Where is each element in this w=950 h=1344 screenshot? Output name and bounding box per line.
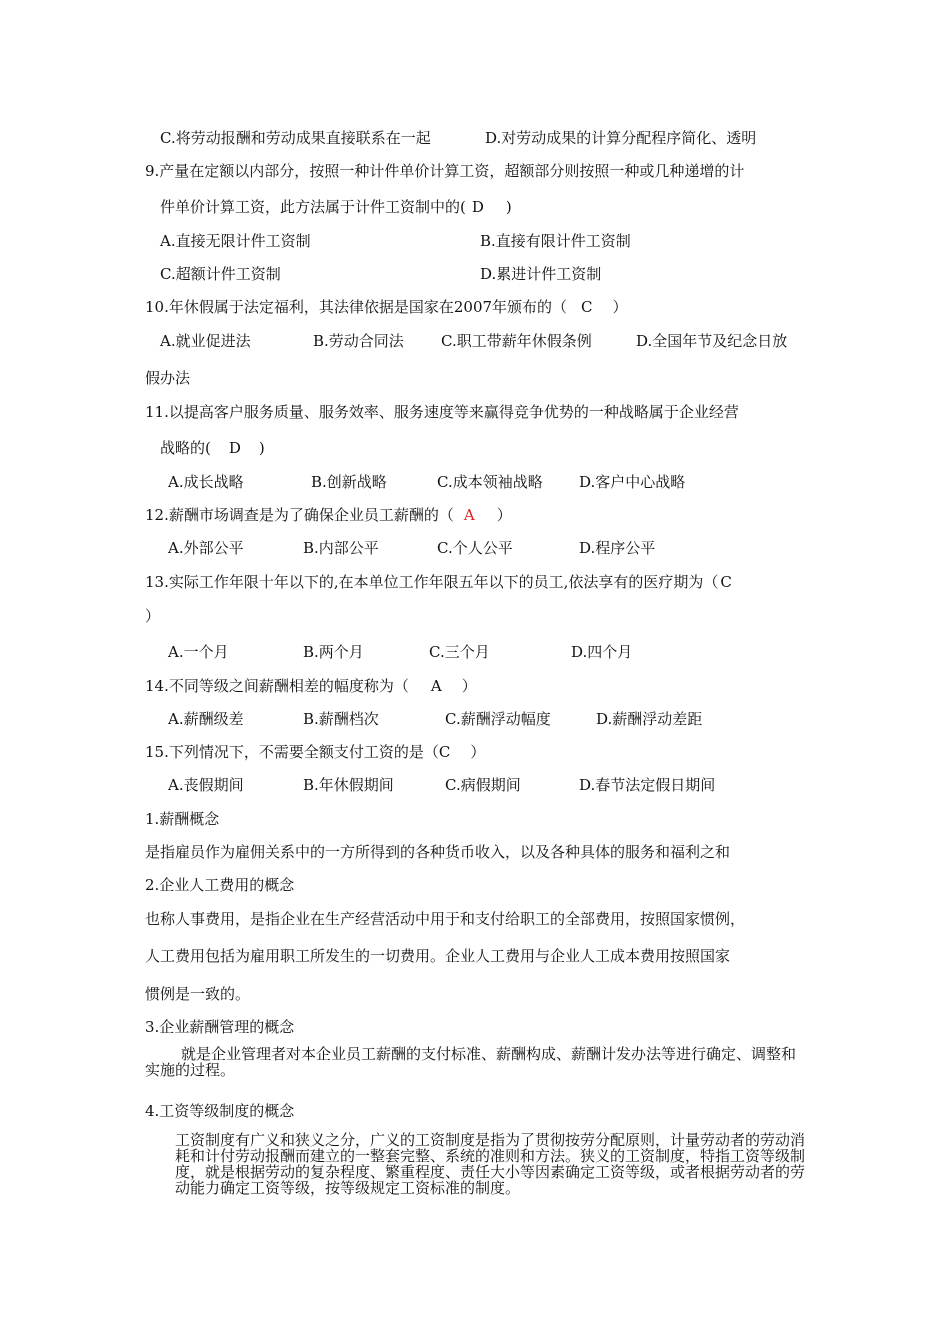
q10-option-d: D.全国年节及纪念日放 (636, 332, 788, 350)
q13-stem (145, 573, 732, 591)
q11-option-a: A.成长战略 (168, 473, 244, 491)
concept2-body-line2: 人工费用包括为雇用职工所发生的一切费用。企业人工费用与企业人工成本费用按照国家 (145, 947, 731, 965)
concept1-title: 1.薪酬概念 (145, 810, 220, 828)
q10-close: ） (612, 298, 628, 316)
concept4-title: 4.工资等级制度的概念 (145, 1102, 295, 1120)
concept2-body-line3: 惯例是一致的。 (145, 985, 251, 1003)
q14-option-d: D.薪酬浮动差距 (596, 710, 703, 728)
q10-stem (145, 298, 628, 316)
q11-option-d: D.客户中心战略 (579, 473, 686, 491)
q12-answer: A (463, 506, 475, 524)
q12-close: ） (496, 506, 512, 524)
q15-option-d: D.春节法定假日期间 (579, 776, 716, 794)
q15-stem (145, 743, 485, 761)
q14-option-a: A.薪酬级差 (168, 710, 244, 728)
q13-option-b: B.两个月 (303, 643, 364, 661)
q10-option-b: B.劳动合同法 (313, 332, 404, 350)
q15-option-b: B.年休假期间 (303, 776, 394, 794)
q8-option-c: C.将劳动报酬和劳动成果直接联系在一起 (160, 129, 431, 147)
concept2-body-line1: 也称人事费用，是指企业在生产经营活动中用于和支付给职工的全部费用，按照国家惯例， (145, 910, 746, 928)
q10-option-d-continued: 假办法 (145, 369, 191, 387)
q12-option-c: C.个人公平 (437, 539, 513, 557)
q14-stem (145, 677, 477, 695)
concept4-body: 工资制度有广义和狭义之分，广义的工资制度是指为了贯彻按劳分配原则，计量劳动者的劳动消耗和计付劳动报酬而建立的一整套完整、系统的准则和方法。狭义的工资制度，特指工资等级制度，就是根据劳动的复杂程度、繁重程度、责任大小等因素确定工资等级，或者根据劳动者的劳动能力确定工资等级，按等级规定工资标准的制度。 (175, 1131, 806, 1197)
q11-stem-line1: 11.以提高客户服务质量、服务效率、服务速度等来赢得竞争优势的一种战略属于企业经营 (145, 403, 739, 421)
q13-option-d: D.四个月 (571, 643, 633, 661)
q15-option-a: A.丧假期间 (168, 776, 244, 794)
q15-stem-text: 15.下列情况下，不需要全额支付工资的是（ (145, 743, 439, 761)
q10-option-c: C.职工带薪年休假条例 (441, 332, 592, 350)
q12-option-a: A.外部公平 (168, 539, 244, 557)
q10-answer: C (581, 298, 593, 316)
q12-option-d: D.程序公平 (579, 539, 656, 557)
q11-option-c: C.成本领袖战略 (437, 473, 543, 491)
q9-stem-line2 (160, 198, 512, 216)
concept3-title: 3.企业薪酬管理的概念 (145, 1018, 295, 1036)
q13-stem-text: 13.实际工作年限十年以下的,在本单位工作年限五年以下的员工,依法享有的医疗期为（ (145, 573, 719, 591)
q13-option-c: C.三个月 (429, 643, 490, 661)
q11-option-b: B.创新战略 (311, 473, 387, 491)
q9-stem-text: 件单价计算工资，此方法属于计件工资制中的( (160, 198, 466, 216)
q14-answer: A (430, 677, 442, 695)
concept1-body: 是指雇员作为雇佣关系中的一方所得到的各种货币收入，以及各种具体的服务和福利之和 (145, 843, 731, 861)
q9-option-a: A.直接无限计件工资制 (160, 232, 311, 250)
q9-close: ) (505, 198, 512, 216)
q12-stem (145, 506, 512, 524)
q11-answer: D (228, 439, 241, 457)
q9-option-c: C.超额计件工资制 (160, 265, 281, 283)
q15-option-c: C.病假期间 (445, 776, 521, 794)
q12-option-b: B.内部公平 (303, 539, 379, 557)
q13-option-a: A.一个月 (168, 643, 229, 661)
concept2-title: 2.企业人工费用的概念 (145, 876, 295, 894)
q14-close: ） (461, 677, 477, 695)
q14-stem-text: 14.不同等级之间薪酬相差的幅度称为（ (145, 677, 409, 695)
q11-stem-text: 战略的( (160, 439, 211, 457)
q13-answer: C (720, 573, 732, 591)
q10-stem-text: 10.年休假属于法定福利，其法律依据是国家在2007年颁布的（ (145, 298, 568, 316)
q14-option-b: B.薪酬档次 (303, 710, 379, 728)
q14-option-c: C.薪酬浮动幅度 (445, 710, 551, 728)
q11-stem-line2 (160, 439, 265, 457)
q12-stem-text: 12.薪酬市场调查是为了确保企业员工薪酬的（ (145, 506, 454, 524)
q11-close: ) (258, 439, 265, 457)
q9-option-d: D.累进计件工资制 (480, 265, 602, 283)
q15-answer: C (438, 743, 451, 761)
q15-close: ） (470, 743, 486, 761)
q9-option-b: B.直接有限计件工资制 (480, 232, 631, 250)
q9-answer: D (471, 198, 484, 216)
q8-option-d: D.对劳动成果的计算分配程序简化、透明 (485, 129, 757, 147)
concept3-body: 就是企业管理者对本企业员工薪酬的支付标准、薪酬构成、薪酬计发办法等进行确定、调整和实施的过程。 (145, 1045, 797, 1079)
q10-option-a: A.就业促进法 (160, 332, 251, 350)
q9-stem-line1: 9.产量在定额以内部分，按照一种计件单价计算工资，超额部分则按照一种或几种递增的计 (145, 162, 745, 180)
q13-close: ） (145, 607, 161, 625)
